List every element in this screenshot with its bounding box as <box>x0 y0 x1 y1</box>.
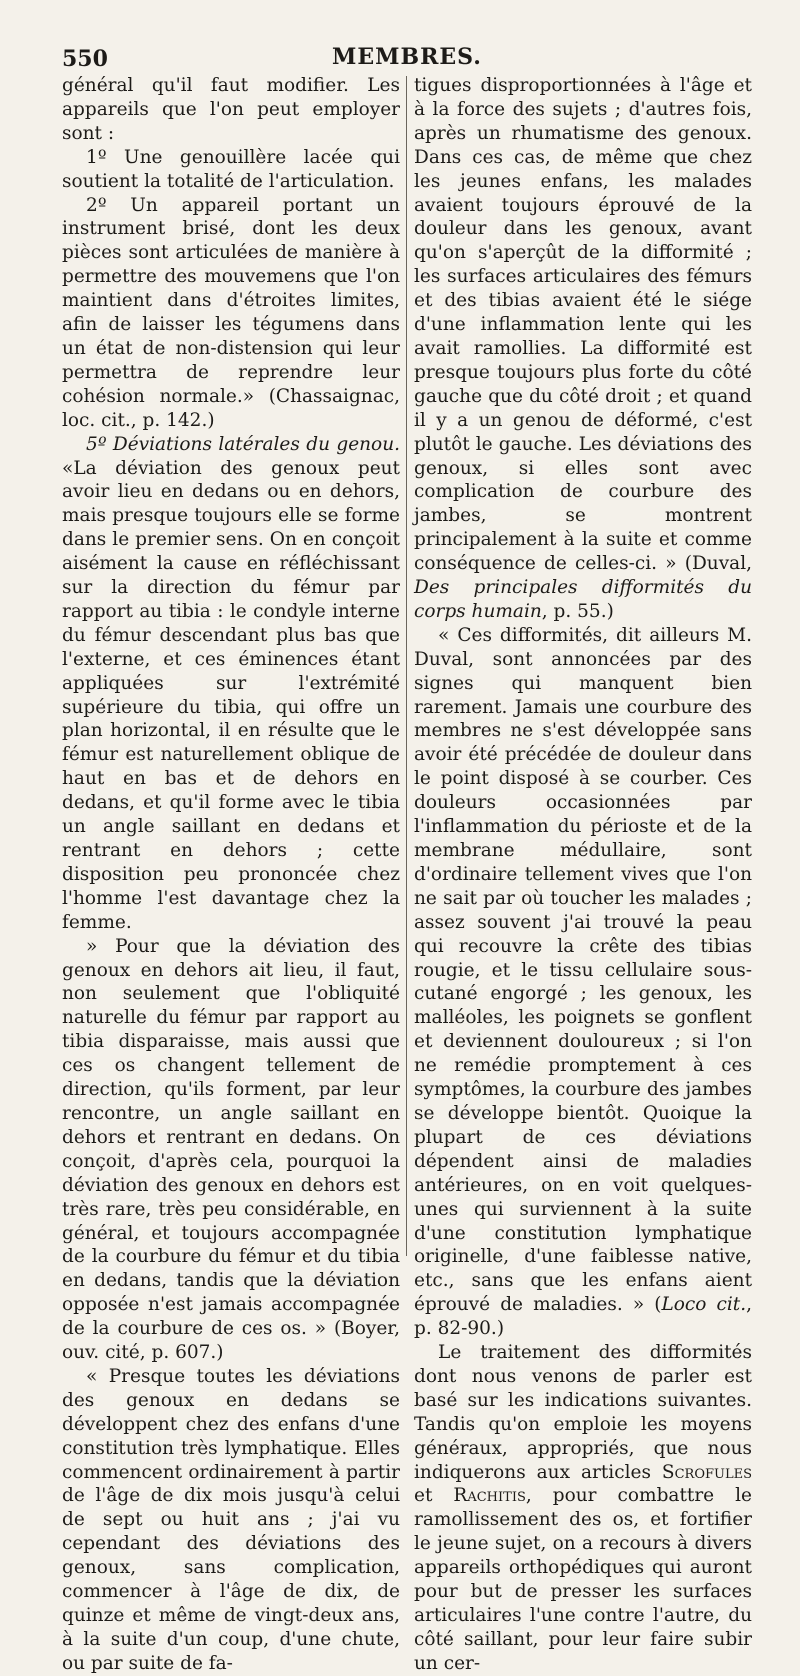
paragraph-text: tigues disproportionnées à l'âge et à la force des sujets ; d'autres fois, après un rhumatisme des genoux. Dans ces cas, de même que chez les jeunes enfans, les malades avaient toujours éprouvé de la douleur dans les genoux, avant qu'on s'aperçût de la difformité ; les surfaces articulaires des fémurs et des tibias avaient été le siége d'une inflammation lente qui les avait ramollies. La difformité est presque toujours plus forte du côté gauche que du côté droit ; et quand il y a un genou de déformé, c'est plutôt le gauche. Les déviations des genoux, si elles sont avec complication de courbure des jambes, se montrent principalement à la suite et comme conséquence de celles-ci. » (Duval, <box>414 75 752 575</box>
paragraph-item-1: 1º Une genouillère lacée qui soutient la totalité de l'articulation. <box>62 146 400 192</box>
paragraph-text: Le traitement des difformités dont nous venons de parler est basé sur les indications suivantes. Tandis qu'on emploie les moyens généraux, appropriés, que nous indiquerons aux articles <box>414 1342 752 1483</box>
cross-reference: Scrofules <box>661 1461 752 1483</box>
paragraph-inward-deviation: « Presque toutes les déviations des genoux en dedans se développent chez des enfans d'une constitution très lymphatique. Elles commencent ordinairement à partir de l'âge de dix mois jusqu'à celui de sept ou huit ans ; j'ai vu cependant des déviations des genoux, sans complication, commencer à l'âge de dix, de quinze et même de vingt-deux ans, à la suite d'un coup, d'une chute, ou par suite de fa- <box>62 1365 400 1674</box>
page-header <box>62 44 752 74</box>
citation-title: Loco cit. <box>661 1294 747 1316</box>
paragraph-intro-continuation: général qu'il faut modifier. Les appareils que l'on peut employer sont : <box>62 75 400 144</box>
column-rule <box>406 76 407 1256</box>
cross-reference: Rachitis <box>453 1485 526 1507</box>
paragraph-outward-deviation: » Pour que la déviation des genoux en dehors ait lieu, il faut, non seulement que l'obliquité naturelle du fémur par rapport au tibia disparaisse, mais aussi que ces os changent tellement de direction, qu'ils forment, par leur rencontre, un angle saillant en dehors et rentrant en dedans. On conçoit, d'après cela, pourquoi la déviation des genoux en dehors est très rare, très peu considérable, en général, et toujours accompagnée de la courbure du fémur et du tibia en dedans, tandis que la déviation opposée n'est jamais accompagnée de la courbure de ces os. » (Boyer, ouv. cité, p. 607.) <box>62 935 400 1364</box>
right-column <box>414 74 752 1676</box>
paragraph-section-5 <box>62 433 400 935</box>
paragraph-continuation <box>414 74 752 624</box>
section-text: «La déviation des genoux peut avoir lieu en dedans ou en dehors, mais presque toujours elle se forme dans le premier sens. On en conçoit aisément la cause en réfléchissant sur la direction du fémur par rapport au tibia : le condyle interne du fémur descendant plus bas que l'externe, et ces éminences étant appliquées sur l'extrémité supérieure du tibia, qui offre un plan horizontal, il en résulte que le fémur est naturellement oblique de haut en bas et de dehors en dedans, et qu'il forme avec le tibia un angle saillant en dedans et rentrant en dehors ; cette disposition peu prononcée chez l'homme l'est davantage chez la femme. <box>62 457 400 933</box>
page-number: 550 <box>62 46 108 72</box>
running-title: MEMBRES. <box>332 44 482 70</box>
paragraph-item-2: 2º Un appareil portant un instrument brisé, dont les deux pièces sont articulées de manière à permettre des mouvemens que l'on maintient dans d'étroites limites, afin de laisser les tégumens dans un état de non-distension qui leur permettra de reprendre leur cohésion normale.» (Chassaignac, loc. cit., p. 142.) <box>62 194 400 431</box>
citation-title: Des principales difformités du corps humain <box>414 577 752 622</box>
paragraph-duval-quote <box>414 624 752 1341</box>
citation-tail: , p. 82-90.) <box>414 1294 752 1340</box>
left-column <box>62 74 400 1676</box>
citation-tail: , p. 55.) <box>541 600 614 622</box>
section-heading: 5º Déviations latérales du genou. <box>86 433 400 455</box>
paragraph-text: et <box>414 1485 454 1507</box>
paragraph-treatment <box>414 1341 752 1676</box>
paragraph-text: , pour combattre le ramollissement des os, et fortifier le jeune sujet, on a recours à divers appareils orthopédiques qui auront pour but de presser les surfaces articulaires l'une contre l'autre, du côté saillant, pour leur faire subir un cer- <box>414 1485 753 1674</box>
paragraph-text: « Ces difformités, dit ailleurs M. Duval, sont annoncées par des signes qui manquent bien rarement. Jamais une courbure des membres ne s'est développée sans avoir été précédée de douleur dans le point disposé à se courber. Ces douleurs occasionnées par l'inflammation du périoste et de la membrane médullaire, sont d'ordinaire tellement vives que l'on ne sait par où toucher les malades ; assez souvent j'ai trouvé la peau qui recouvre la crête des tibias rougie, et le tissu cellulaire sous-cutané engorgé ; les genoux, les malléoles, les poignets se gonflent et deviennent douloureux ; si l'on ne remédie promptement à ces symptômes, la courbure des jambes se développe bientôt. Quoique la plupart de ces déviations dépendent ainsi de maladies antérieures, on en voit quelques-unes qui surviennent à la suite d'une constitution lymphatique originelle, d'une faiblesse native, etc., sans que les enfans aient éprouvé de maladies. » ( <box>414 624 752 1316</box>
